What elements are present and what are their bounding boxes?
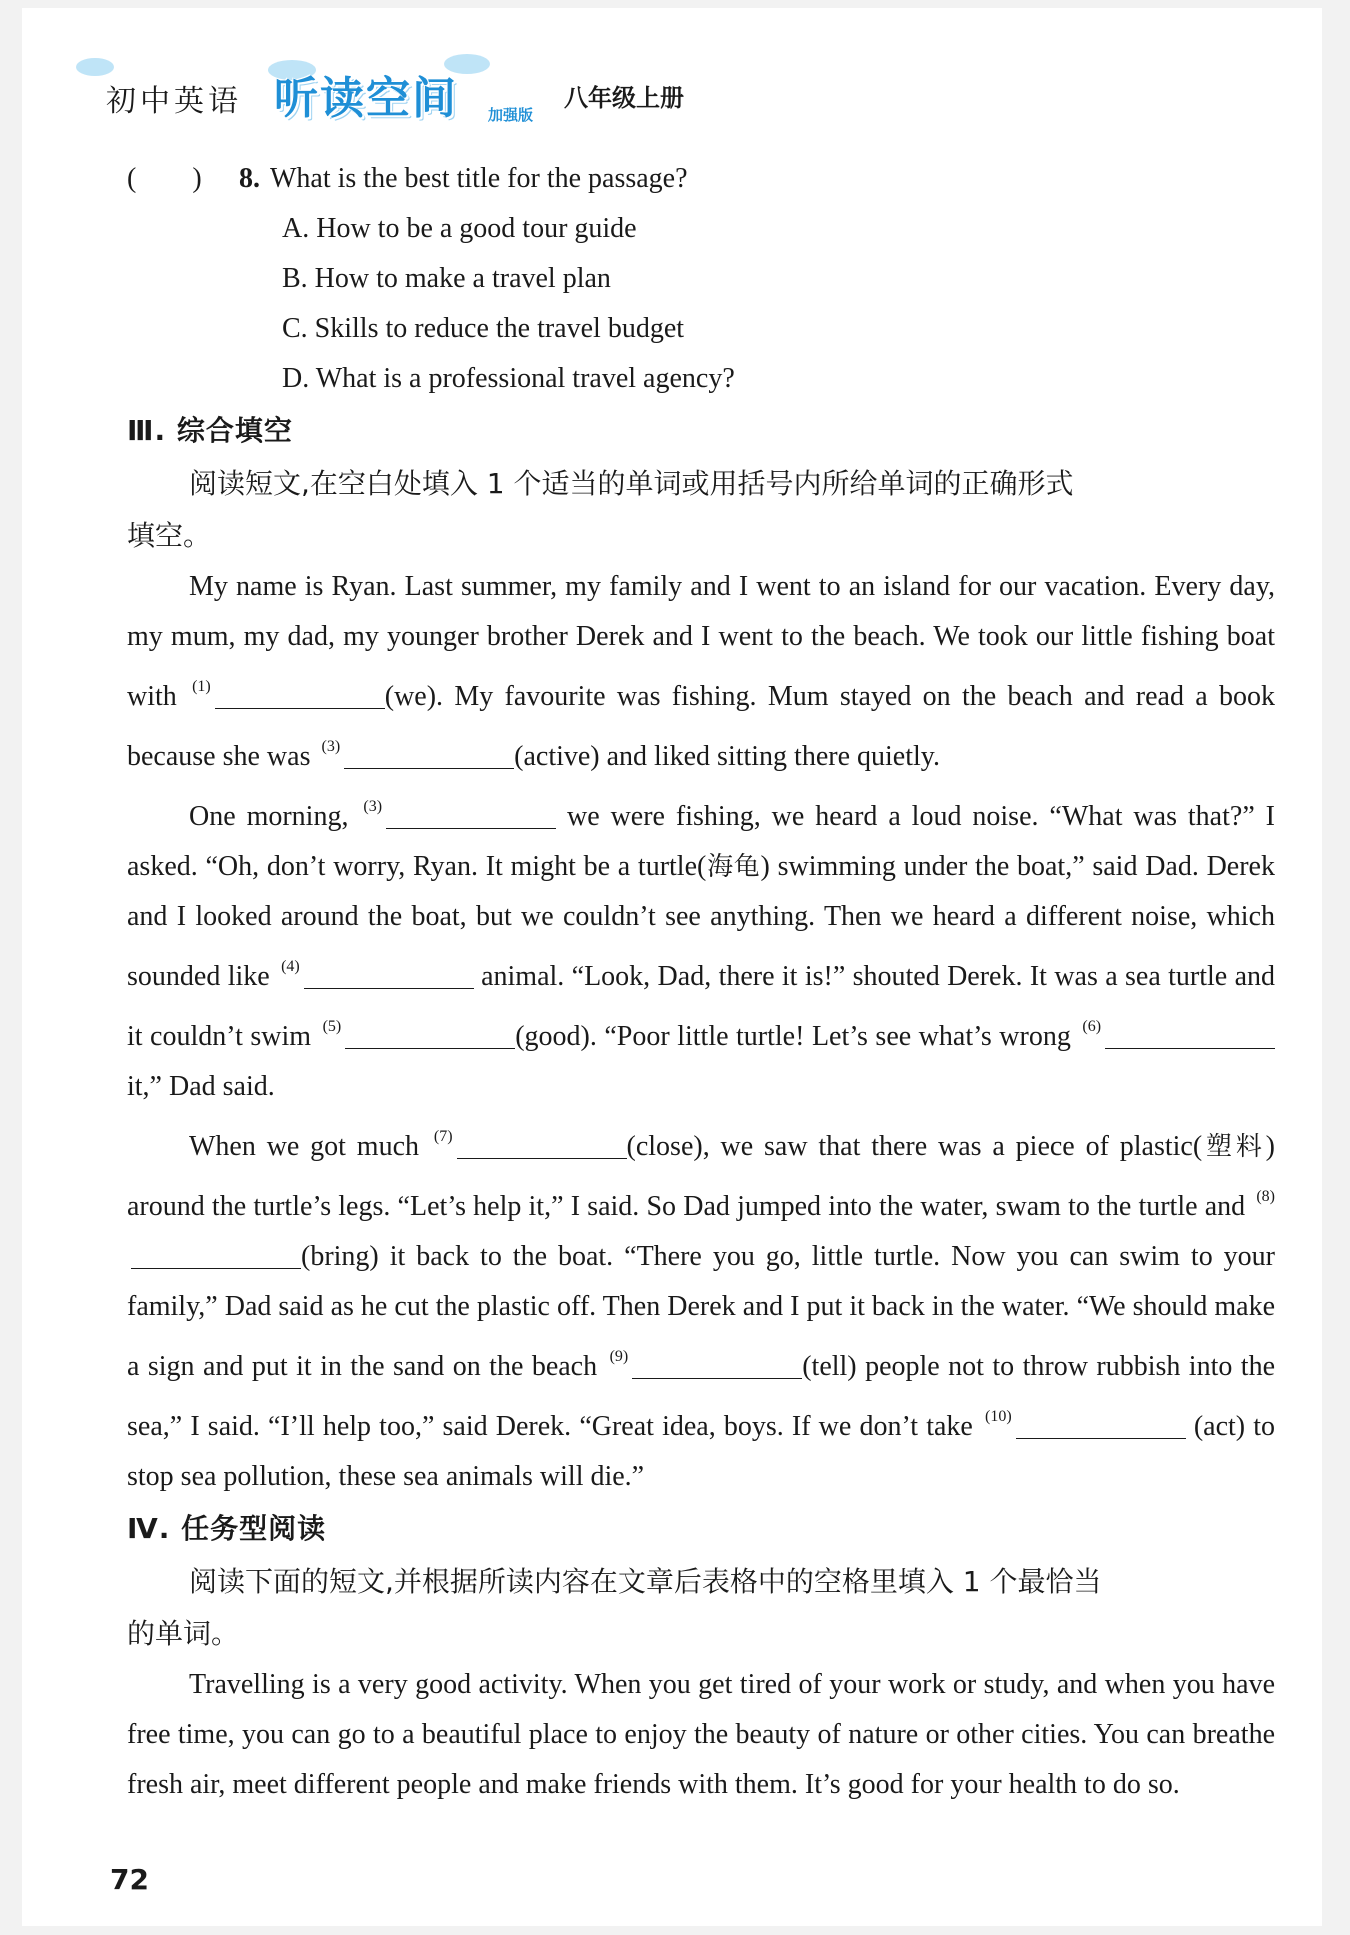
section-4-title: Ⅳ. 任务型阅读 (127, 1512, 327, 1545)
cloze-paragraph-1: My name is Ryan. Last summer, my family and I went to an island for our vacation. Every day, my mum, my dad, my younger brother Derek and I went to the beach. We took our little fishing boat with $^{(1)}$ (we). My favourite was fishing. Mum stayed on the beach and read a book because she was $^{(3)}$ (active) and liked sitting there quietly. (127, 571, 1276, 772)
edition-label: 加强版 (488, 106, 534, 124)
blank-5[interactable] (345, 1020, 515, 1049)
blank-number: (3) (321, 738, 341, 755)
blank-number: (6) (1082, 1018, 1102, 1035)
section-4-instruction: 阅读下面的短文,并根据所读内容在文章后表格中的空格里填入 1 个最恰当 (189, 1565, 1102, 1598)
blank-6[interactable] (1105, 1020, 1275, 1049)
blank-1[interactable] (215, 680, 385, 709)
section-3-instruction-cont: 填空。 (127, 519, 212, 552)
blank-number: (1) (192, 678, 211, 695)
blank-number: (7) (433, 1128, 453, 1145)
question-8-stem (127, 154, 1275, 204)
series-title: 初中英语 (106, 84, 242, 119)
cloze-paragraph-3: When we got much $^{(7)}$ (close), we saw that there was a piece of plastic(塑料) around the turtle’s legs. “Let’s help it,” I said. So Dad jumped into the water, swam to the turtle and $^{(8)}$(bring) it back to the boat. “There you go, little turtle. Now you can swim to your family,” Dad said as he cut the plastic off. Then Derek and I put it back in the water. “We should make a sign and put it in the sand on the beach $^{(9)}$ (tell) people not to throw rubbish into the sea,” I said. “I’ll help too,” said Derek. “Great idea, boys. If we don’t take $^{(10)}$ (act) to stop sea pollution, these sea animals will die.” (127, 1128, 1276, 1492)
page-header (84, 56, 704, 136)
blank-number: (4) (281, 958, 300, 975)
cloze-paragraph-2: One morning, $^{(3)}$ we were fishing, we heard a loud noise. “What was that?” I asked. “Oh, don’t worry, Ryan. It might be a turtle(海龟) swimming under the boat,” said Dad. Derek and I looked around the boat, but we couldn’t see anything. Then we heard a different noise, which sounded like $^{(4)}$ animal. “Look, Dad, there it is!” shouted Derek. It was a sea turtle and it couldn’t swim $^{(5)}$ (good). “Poor little turtle! Let’s see what’s wrong $^{(6)}$ it,” Dad said. (127, 798, 1276, 1102)
blank-2[interactable] (344, 740, 514, 769)
question-number: 8. (239, 163, 260, 194)
blank-number: (8) (1256, 1188, 1275, 1205)
blank-number: (9) (609, 1348, 629, 1365)
blank-number: (5) (322, 1018, 342, 1035)
blank-number: (10) (985, 1408, 1012, 1425)
blank-8[interactable] (131, 1240, 301, 1269)
reading-paragraph-1: Travelling is a very good activity. When you get tired of your work or study, and when you have free time, you can go to a beautiful place to enjoy the beauty of nature or other cities. You can breathe fresh air, meet different people and make friends with them. It’s good for your health to do so. (127, 1669, 1275, 1800)
answer-parentheses: ( ) (127, 163, 202, 194)
option-c: C. Skills to reduce the travel budget (282, 313, 685, 344)
page-number: 72 (110, 1863, 149, 1896)
option-d: D. What is a professional travel agency? (282, 363, 735, 394)
blank-9[interactable] (632, 1350, 802, 1379)
blank-3[interactable] (386, 800, 556, 829)
blank-number: (3) (363, 798, 383, 815)
page-content (127, 154, 1275, 1810)
blank-10[interactable] (1016, 1410, 1186, 1439)
cloud-decoration-icon (76, 58, 114, 76)
blank-4[interactable] (304, 960, 474, 989)
workbook-page (22, 8, 1322, 1926)
grade-label: 八年级上册 (564, 84, 684, 112)
option-b: B. How to make a travel plan (282, 263, 611, 294)
section-3-instruction: 阅读短文,在空白处填入 1 个适当的单词或用括号内所给单词的正确形式 (189, 467, 1074, 500)
blank-7[interactable] (457, 1130, 627, 1159)
section-4-instruction-cont: 的单词。 (127, 1617, 240, 1650)
question-text: What is the best title for the passage? (270, 163, 688, 194)
section-3-title: Ⅲ. 综合填空 (127, 414, 293, 447)
option-a: A. How to be a good tour guide (282, 213, 637, 244)
brand-logo: 听读空间 (274, 73, 458, 124)
